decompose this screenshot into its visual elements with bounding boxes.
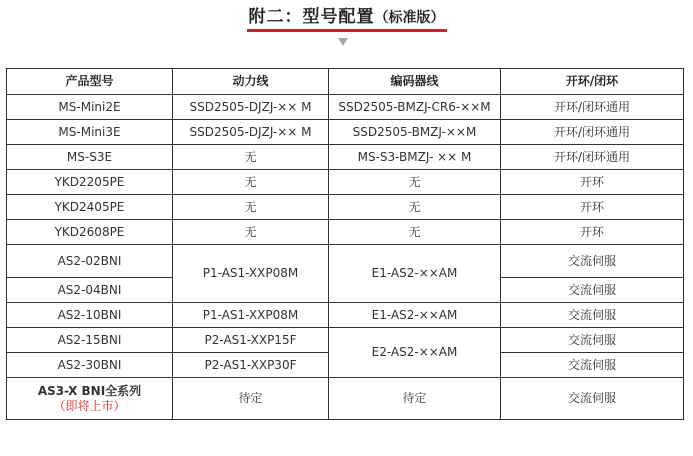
model-series-name: AS3-X BNI全系列 (37, 383, 142, 398)
header-model: 产品型号 (7, 69, 173, 95)
header-loop-type: 开环/闭环 (501, 69, 684, 95)
cell-model-series (7, 378, 173, 420)
cell-power: 无 (173, 195, 329, 220)
cell-power: SSD2505-DJZJ-×× M (173, 95, 329, 120)
cell-loop: 交流伺服 (501, 245, 684, 278)
heading-title: 附二：型号配置 (248, 7, 375, 27)
table-row (7, 303, 684, 328)
cell-encoder: MS-S3-BMZJ- ×× M (329, 145, 501, 170)
cell-encoder: SSD2505-BMZJ-××M (329, 120, 501, 145)
cell-encoder: SSD2505-BMZJ-CR6-××M (329, 95, 501, 120)
cell-encoder: 无 (329, 195, 501, 220)
table-row (7, 378, 684, 420)
cell-power: 无 (173, 220, 329, 245)
cell-model: MS-Mini3E (7, 120, 173, 145)
cell-model: AS2-15BNI (7, 328, 173, 353)
cell-power: 待定 (173, 378, 329, 420)
heading-underline (247, 29, 447, 32)
cell-loop: 开环 (501, 220, 684, 245)
cell-encoder: 无 (329, 170, 501, 195)
header-encoder-cable: 编码器线 (329, 69, 501, 95)
cell-model: YKD2405PE (7, 195, 173, 220)
page-heading (0, 2, 693, 32)
header-power-cable: 动力线 (173, 69, 329, 95)
cell-encoder: 无 (329, 220, 501, 245)
cell-power: 无 (173, 145, 329, 170)
cell-encoder: E2-AS2-××AM (329, 328, 501, 378)
heading-subtitle: （标准版） (374, 10, 445, 26)
table-row (7, 245, 684, 278)
cell-model: MS-S3E (7, 145, 173, 170)
heading-title-block (247, 2, 447, 32)
cell-loop: 开环/闭环通用 (501, 145, 684, 170)
table-row (7, 145, 684, 170)
cell-loop: 交流伺服 (501, 353, 684, 378)
cell-loop: 开环/闭环通用 (501, 120, 684, 145)
cell-loop: 开环 (501, 195, 684, 220)
down-arrow-icon (338, 38, 348, 46)
cell-model: MS-Mini2E (7, 95, 173, 120)
cell-model: YKD2205PE (7, 170, 173, 195)
cell-encoder: E1-AS2-××AM (329, 303, 501, 328)
table-row (7, 195, 684, 220)
model-config-table (6, 68, 684, 420)
table-row (7, 95, 684, 120)
cell-loop: 开环/闭环通用 (501, 95, 684, 120)
cell-power: SSD2505-DJZJ-×× M (173, 120, 329, 145)
cell-model: AS2-02BNI (7, 245, 173, 278)
table-row (7, 170, 684, 195)
table-row (7, 328, 684, 353)
cell-power: P1-AS1-XXP08M (173, 245, 329, 303)
table-row (7, 120, 684, 145)
cell-loop: 交流伺服 (501, 278, 684, 303)
cell-power: P2-AS1-XXP15F (173, 328, 329, 353)
cell-loop: 交流伺服 (501, 328, 684, 353)
table-header-row (7, 69, 684, 95)
cell-model: YKD2608PE (7, 220, 173, 245)
table-row (7, 220, 684, 245)
cell-loop: 交流伺服 (501, 378, 684, 420)
cell-power: P2-AS1-XXP30F (173, 353, 329, 378)
cell-encoder: 待定 (329, 378, 501, 420)
cell-loop: 开环 (501, 170, 684, 195)
cell-power: P1-AS1-XXP08M (173, 303, 329, 328)
cell-loop: 交流伺服 (501, 303, 684, 328)
cell-model: AS2-10BNI (7, 303, 173, 328)
cell-model: AS2-04BNI (7, 278, 173, 303)
cell-power: 无 (173, 170, 329, 195)
coming-soon-note: （即将上市） (53, 398, 126, 413)
cell-encoder: E1-AS2-××AM (329, 245, 501, 303)
cell-model: AS2-30BNI (7, 353, 173, 378)
